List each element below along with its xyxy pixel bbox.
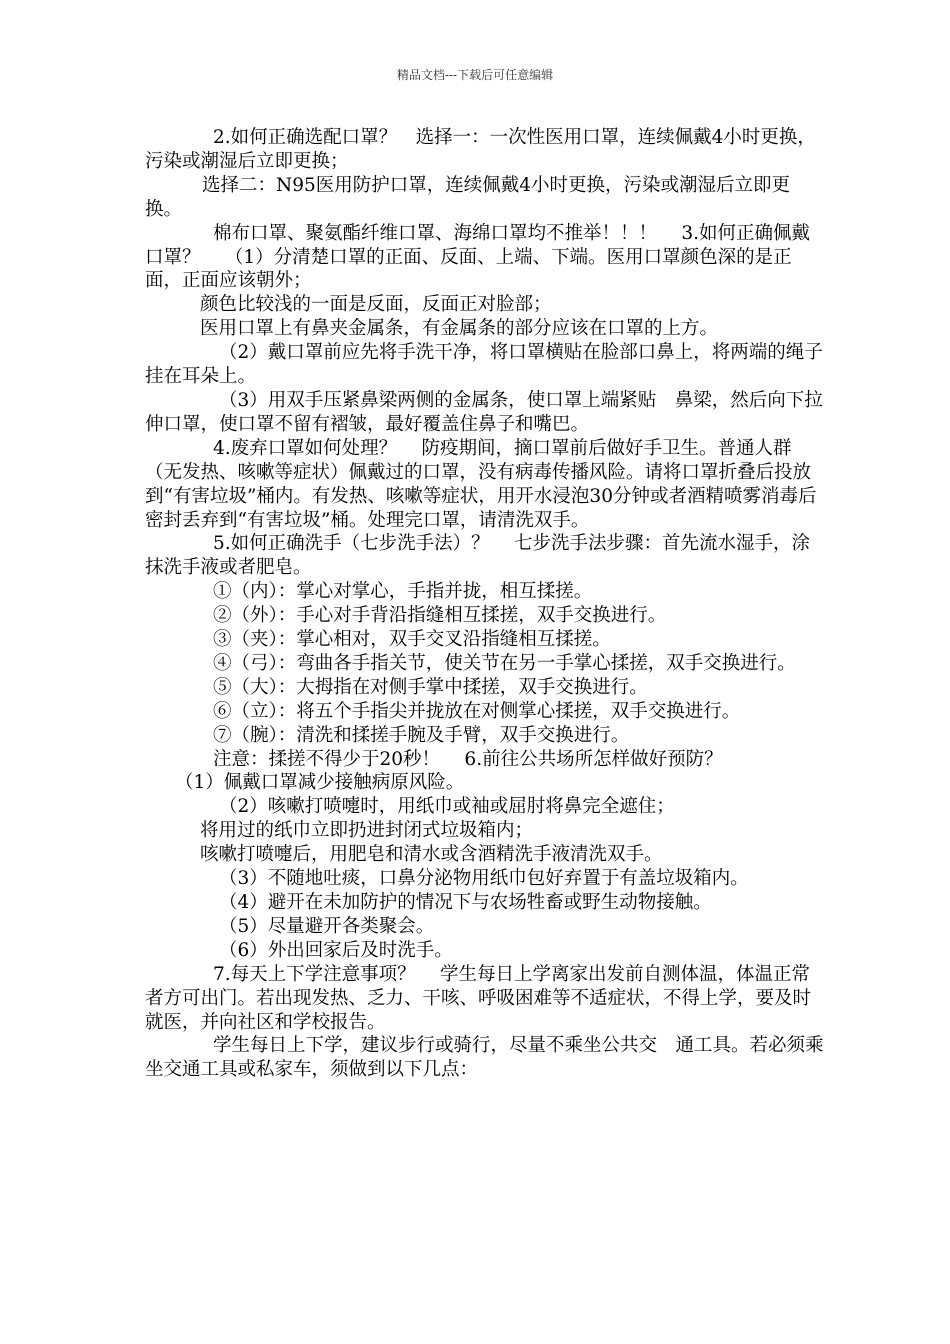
paragraph: 颜色比较浅的一面是反面，反面正对脸部； — [200, 294, 552, 316]
paragraph: 注意：揉搓不得少于20秒！ 6.前往公共场所怎样做好预防？ — [213, 748, 723, 770]
paragraph: （4）避开在未加防护的情况下与农场牲畜或野生动物接触。 — [219, 892, 712, 913]
paragraph: （1）佩戴口罩减少接触病原风险。 — [175, 772, 465, 794]
document-body — [145, 126, 825, 1082]
paragraph: ③（夹）：掌心相对，双手交叉沿指缝相互揉搓。 — [213, 629, 611, 651]
paragraph: ⑤（大）：大拇指在对侧手掌中揉搓，双手交换进行。 — [213, 676, 648, 698]
paragraph: 选择二：N95医用防护口罩，连续佩戴4小时更换，污染或潮湿后立即更换。 — [145, 174, 791, 220]
paragraph: 咳嗽打喷嚏后，用肥皂和清水或含酒精洗手液清洗双手。 — [200, 844, 663, 866]
paragraph: 4.废弃口罩如何处理？ 防疫期间，摘口罩前后做好手卫生。普通人群（无发热、咳嗽等症状）佩戴过的口罩，没有病毒传播风险。请将口罩折叠后投放到“有害垃圾”桶内。有发热、咳嗽等症状，用开水浸泡30分钟或者酒精喷雾消毒后密封丢弃到“有害垃圾”桶。处理完口罩，请清洗双手。 — [145, 437, 817, 531]
paragraph: （6）外出回家后及时洗手。 — [219, 939, 453, 961]
page-header: 精品文档---下载后可任意编辑 — [396, 68, 554, 82]
paragraph: （2）戴口罩前应先将手洗干净，将口罩横贴在脸部口鼻上，将两端的绳子挂在耳朵上。 — [145, 342, 823, 388]
paragraph: 2.如何正确选配口罩？ 选择一：一次性医用口罩，连续佩戴4小时更换，污染或潮湿后立即更换； — [145, 127, 816, 172]
paragraph: 将用过的纸巾立即扔进封闭式垃圾箱内； — [200, 820, 534, 842]
paragraph: ②（外）：手心对手背沿指缝相互揉搓，双手交换进行。 — [213, 605, 667, 627]
paragraph: （2）咳嗽打喷嚏时，用纸巾或袖或屈肘将鼻完全遮住； — [219, 796, 675, 818]
paragraph: （5）尽量避开各类聚会。 — [219, 915, 435, 937]
paragraph: ①（内）：掌心对掌心，手指并拢，相互揉搓。 — [213, 581, 593, 603]
paragraph: ⑥（立）：将五个手指尖并拢放在对侧掌心揉搓，双手交换进行。 — [213, 700, 741, 722]
paragraph: 医用口罩上有鼻夹金属条，有金属条的部分应该在口罩的上方。 — [200, 318, 719, 340]
paragraph: 7.每天上下学注意事项？ 学生每日上学离家出发前自测体温，体温正常者方可出门。若出现发热、乏力、干咳、呼吸困难等不适症状，不得上学，要及时就医，并向社区和学校报告。 — [145, 963, 812, 1033]
paragraph: ⑦（腕）：清洗和揉搓手腕及手臂，双手交换进行。 — [213, 724, 630, 746]
paragraph: （3）不随地吐痰，口鼻分泌物用纸巾包好弃置于有盖垃圾箱内。 — [219, 868, 749, 890]
paragraph: （3）用双手压紧鼻梁两侧的金属条，使口罩上端紧贴 鼻梁，然后向下拉伸口罩，使口罩不留有褶皱，最好覆盖住鼻子和嘴巴。 — [145, 389, 823, 435]
paragraph: 学生每日上下学，建议步行或骑行，尽量不乘坐公共交 通工具。若必须乘坐交通工具或私家车，须做到以下几点： — [145, 1035, 824, 1081]
paragraph: 5.如何正确洗手（七步洗手法）？ 七步洗手法步骤：首先流水湿手，涂抹洗手液或者肥皂。 — [145, 533, 811, 579]
paragraph: ④（弓）：弯曲各手指关节，使关节在另一手掌心揉搓，双手交换进行。 — [213, 652, 796, 674]
paragraph: 棉布口罩、聚氨酯纤维口罩、海绵口罩均不推举！！！ 3.如何正确佩戴口罩？ （1）分清楚口罩的正面、反面、上端、下端。医用口罩颜色深的是正面，正面应该朝外； — [145, 222, 811, 292]
